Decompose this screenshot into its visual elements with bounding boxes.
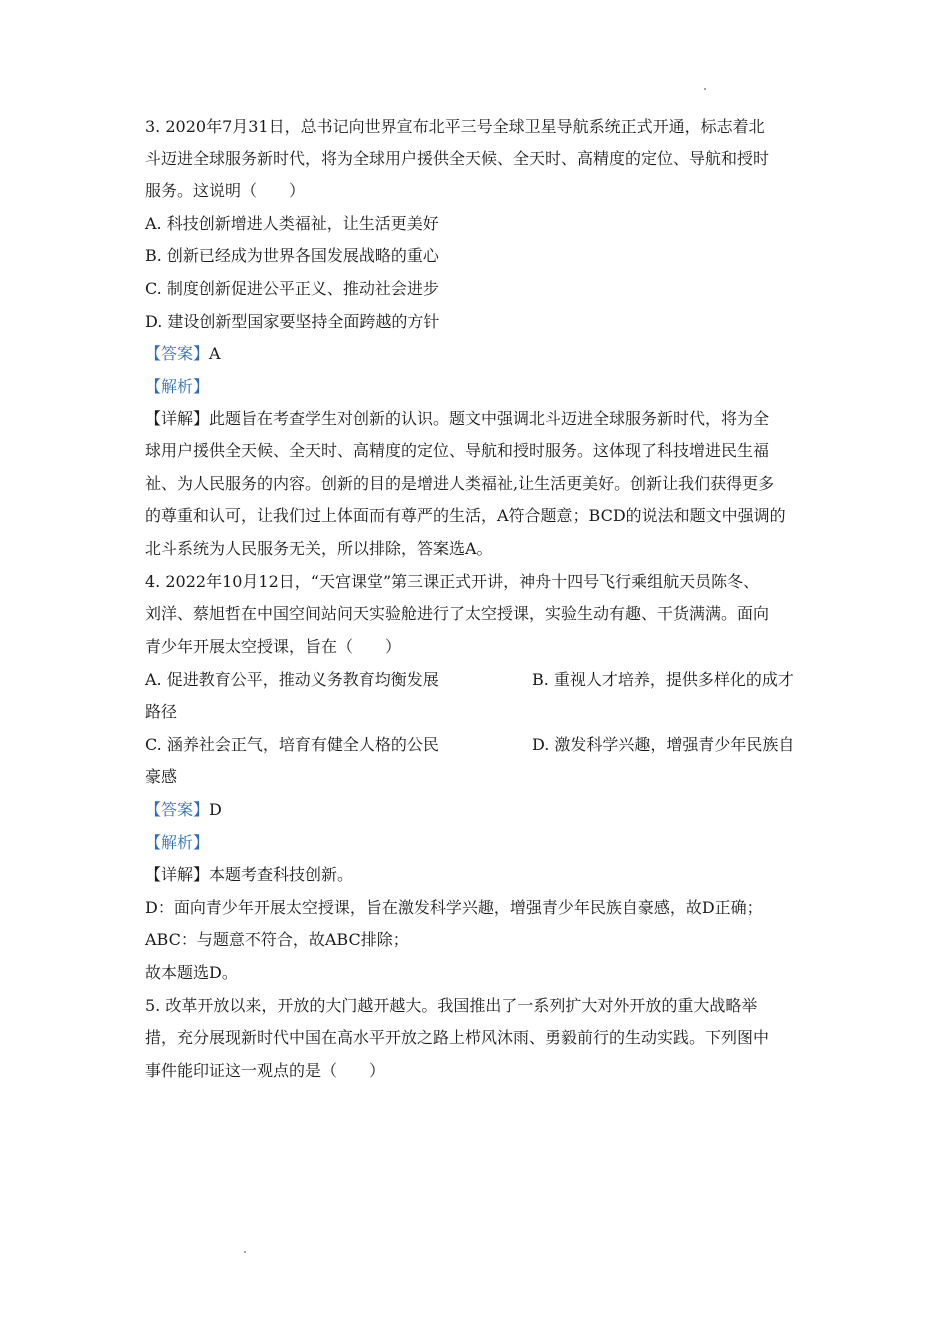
q4-stem-line-2: 刘洋、蔡旭哲在中国空间站问天实验舱进行了太空授课，实验生动有趣、干货满满。面向 xyxy=(145,604,770,623)
q4-stem-line-1: 4. 2022年10月12日，“天宫课堂”第三课正式开讲，神舟十四号飞行乘组航天员陈冬、 xyxy=(145,572,760,591)
q3-option-a: A. 科技创新增进人类福祉，让生活更美好 xyxy=(145,214,439,233)
q3-detail-line-1 xyxy=(145,408,769,430)
q3-answer xyxy=(145,343,221,365)
q3-detail-line-2: 球用户援供全天候、全天时、高精度的定位、导航和授时服务。这体现了科技增进民生福 xyxy=(145,441,770,460)
q3-detail-line-4: 的尊重和认可，让我们过上体面而有尊严的生活，A符合题意；BCD的说法和题文中强调的 xyxy=(145,506,786,525)
q4-detail-line-3: ABC：与题意不符合，故ABC排除； xyxy=(145,930,409,949)
q4-stem-line-3: 青少年开展太空授课，旨在（ ） xyxy=(145,637,402,656)
q5-stem-line-2: 措，充分展现新时代中国在高水平开放之路上栉风沐雨、勇毅前行的生动实践。下列图中 xyxy=(145,1028,770,1047)
q4-detail-text-1: 本题考查科技创新。 xyxy=(209,865,354,884)
q4-option-d-continued: 豪感 xyxy=(145,767,178,786)
q4-option-d: D. 激发科学兴趣，增强青少年民族自 xyxy=(532,735,795,754)
q4-detail-line-1 xyxy=(145,864,353,886)
q4-detail-line-4: 故本题选D。 xyxy=(145,963,238,982)
q3-stem-line-1: 3. 2020年7月31日，总书记向世界宣布北平三号全球卫星导航系统正式开通，标志着北 xyxy=(145,117,765,136)
q3-option-b: B. 创新已经成为世界各国发展战略的重心 xyxy=(145,246,439,265)
q3-option-d: D. 建设创新型国家要坚持全面跨越的方针 xyxy=(145,312,440,331)
q5-stem-line-3: 事件能印证这一观点的是（ ） xyxy=(145,1061,386,1080)
q3-detail-line-5: 北斗系统为人民服务无关，所以排除，答案选A。 xyxy=(145,539,493,558)
q4-option-b-continued: 路径 xyxy=(145,702,178,721)
q3-analysis xyxy=(145,376,209,398)
q3-detail-tag: 【详解】 xyxy=(145,409,210,428)
bottom-dot xyxy=(244,1251,246,1253)
q3-answer-tag: 【答案】 xyxy=(145,344,210,363)
q3-detail-line-3: 祉、为人民服务的内容。创新的目的是增进人类福祉,让生活更美好。创新让我们获得更多 xyxy=(145,474,775,493)
q3-answer-value: A xyxy=(209,344,221,363)
q4-answer-tag: 【答案】 xyxy=(145,800,210,819)
q3-detail-text-1: 此题旨在考查学生对创新的认识。题文中强调北斗迈进全球服务新时代，将为全 xyxy=(209,409,770,428)
q5-stem-line-1: 5. 改革开放以来，开放的大门越开越大。我国推出了一系列扩大对外开放的重大战略举 xyxy=(145,996,758,1015)
q4-option-c: C. 涵养社会正气，培育有健全人格的公民 xyxy=(145,735,439,754)
q4-analysis xyxy=(145,832,209,854)
q4-option-b: B. 重视人才培养，提供多样化的成才 xyxy=(532,670,794,689)
q4-detail-line-2: D：面向青少年开展太空授课，旨在激发科学兴趣，增强青少年民族自豪感，故D正确； xyxy=(145,898,763,917)
q3-stem-line-2: 斗迈进全球服务新时代，将为全球用户援供全天候、全天时、高精度的定位、导航和授时 xyxy=(145,149,770,168)
q4-detail-tag: 【详解】 xyxy=(145,865,210,884)
q4-answer xyxy=(145,799,222,821)
q4-analysis-tag: 【解析】 xyxy=(145,833,210,852)
q4-answer-value: D xyxy=(209,800,222,819)
q3-analysis-tag: 【解析】 xyxy=(145,377,210,396)
q3-stem-line-3: 服务。这说明（ ） xyxy=(145,181,306,200)
q3-option-c: C. 制度创新促进公平正义、推动社会进步 xyxy=(145,279,439,298)
q4-option-a: A. 促进教育公平，推动义务教育均衡发展 xyxy=(145,670,439,689)
top-dot xyxy=(704,88,706,90)
